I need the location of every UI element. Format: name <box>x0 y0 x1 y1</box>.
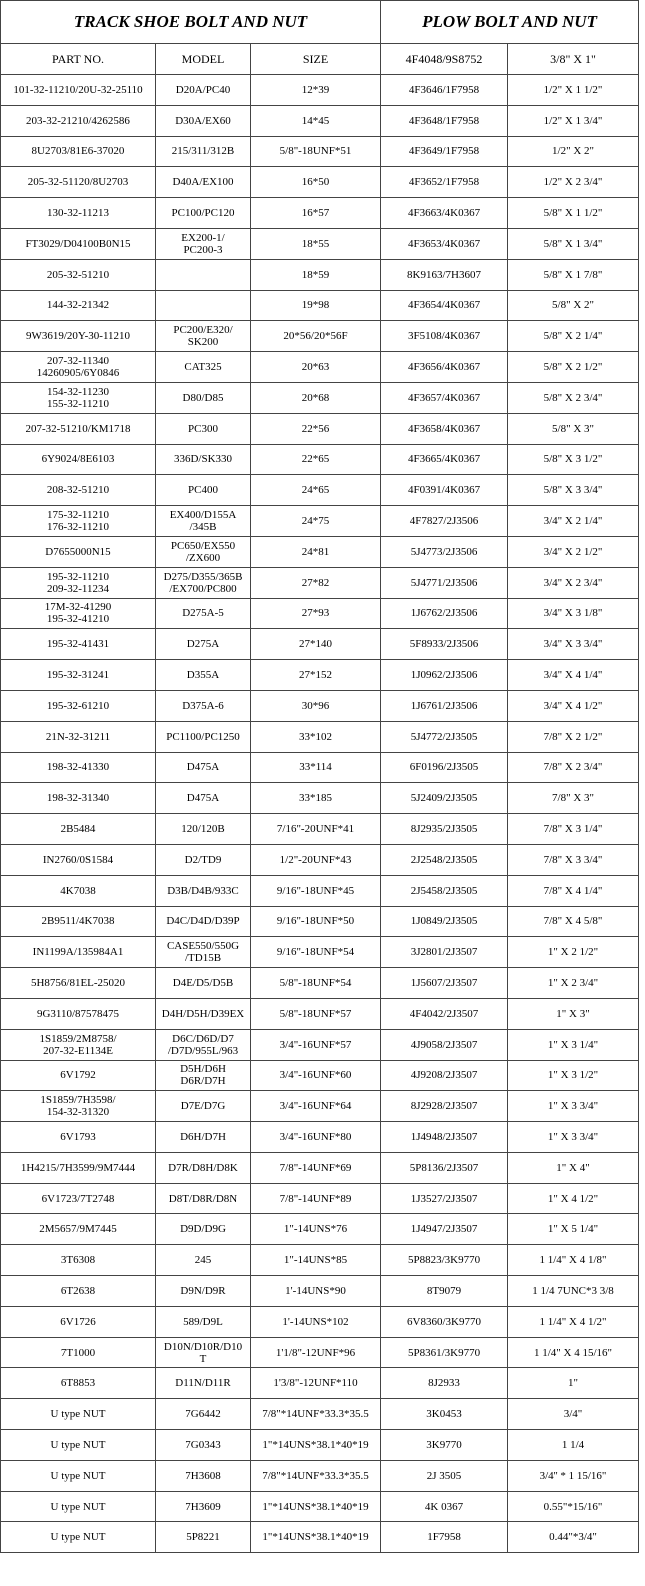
table-row <box>1 167 639 198</box>
model-cell <box>156 290 251 321</box>
plow-size-cell: 1/2" X 1 3/4" <box>508 105 639 136</box>
column-header-row <box>1 44 639 75</box>
plow-part-cell: 3K0453 <box>381 1399 508 1430</box>
plow-part-cell: 8J2935/2J3505 <box>381 814 508 845</box>
plow-part-cell: 4F3649/1F7958 <box>381 136 508 167</box>
model-cell: D11N/D11R <box>156 1368 251 1399</box>
plow-part-cell: 1J4947/2J3507 <box>381 1214 508 1245</box>
plow-part-cell: 4F3665/4K0367 <box>381 444 508 475</box>
size-cell: 5/8"-18UNF*51 <box>251 136 381 167</box>
model-cell: 5P8221 <box>156 1522 251 1553</box>
table-row <box>1 1491 639 1522</box>
table-row <box>1 506 639 537</box>
size-cell: 27*82 <box>251 567 381 598</box>
model-cell <box>156 259 251 290</box>
plow-size-cell: 1 1/4 7UNC*3 3/8 <box>508 1276 639 1307</box>
model-cell: D275/D355/365B /EX700/PC800 <box>156 567 251 598</box>
part-no-cell: 130-32-11213 <box>1 198 156 229</box>
table-row <box>1 629 639 660</box>
plow-part-cell: 5J4771/2J3506 <box>381 567 508 598</box>
size-cell: 7/16"-20UNF*41 <box>251 814 381 845</box>
plow-size-cell: 5/8" X 3 1/2" <box>508 444 639 475</box>
table-row <box>1 75 639 106</box>
model-cell: PC100/PC120 <box>156 198 251 229</box>
model-cell: D6C/D6D/D7 /D7D/955L/963 <box>156 1029 251 1060</box>
plow-size-cell: 3/8" X 1" <box>508 44 639 75</box>
model-cell: D3B/D4B/933C <box>156 875 251 906</box>
size-cell: 27*93 <box>251 598 381 629</box>
plow-part-cell: 4J9208/2J3507 <box>381 1060 508 1091</box>
model-cell: D30A/EX60 <box>156 105 251 136</box>
table-row <box>1 1276 639 1307</box>
plow-size-cell: 0.44"*3/4" <box>508 1522 639 1553</box>
plow-part-cell: 4F3658/4K0367 <box>381 413 508 444</box>
model-cell: CASE550/550G /TD15B <box>156 937 251 968</box>
plow-size-cell: 3/4" X 3 1/8" <box>508 598 639 629</box>
model-cell: D80/D85 <box>156 382 251 413</box>
model-cell: EX200-1/ PC200-3 <box>156 228 251 259</box>
size-cell: 1'3/8"-12UNF*110 <box>251 1368 381 1399</box>
size-cell: 16*50 <box>251 167 381 198</box>
model-cell: D10N/D10R/D10 T <box>156 1337 251 1368</box>
part-no-cell: 6V1792 <box>1 1060 156 1091</box>
plow-part-cell: 4F4042/2J3507 <box>381 998 508 1029</box>
model-cell: EX400/D155A /345B <box>156 506 251 537</box>
part-no-cell: 6T2638 <box>1 1276 156 1307</box>
plow-size-cell: 1 1/4" X 4 15/16" <box>508 1337 639 1368</box>
table-row <box>1 1029 639 1060</box>
model-cell: D275A <box>156 629 251 660</box>
size-cell: 33*114 <box>251 752 381 783</box>
part-no-cell: 195-32-61210 <box>1 690 156 721</box>
size-cell: 1"-14UNS*85 <box>251 1245 381 1276</box>
size-cell: 22*56 <box>251 413 381 444</box>
table-body <box>1 44 639 1553</box>
table-row <box>1 844 639 875</box>
size-cell: 1"*14UNS*38.1*40*19 <box>251 1430 381 1461</box>
plow-size-cell: 3/4" X 2 1/2" <box>508 536 639 567</box>
plow-part-cell: 4F3656/4K0367 <box>381 352 508 383</box>
table-row <box>1 1122 639 1153</box>
model-cell: D475A <box>156 783 251 814</box>
plow-part-cell: 1J6762/2J3506 <box>381 598 508 629</box>
size-cell: 16*57 <box>251 198 381 229</box>
part-no-cell: 101-32-11210/20U-32-25110 <box>1 75 156 106</box>
plow-part-cell: 8J2933 <box>381 1368 508 1399</box>
part-no-cell: 6V1723/7T2748 <box>1 1183 156 1214</box>
plow-size-cell: 1" X 4" <box>508 1152 639 1183</box>
plow-size-cell: 5/8" X 1 1/2" <box>508 198 639 229</box>
size-cell: 12*39 <box>251 75 381 106</box>
model-cell: PC1100/PC1250 <box>156 721 251 752</box>
part-no-cell: U type NUT <box>1 1460 156 1491</box>
table-row <box>1 906 639 937</box>
plow-size-cell: 1" X 3 1/4" <box>508 1029 639 1060</box>
part-no-cell: 3T6308 <box>1 1245 156 1276</box>
model-cell: 7H3608 <box>156 1460 251 1491</box>
plow-part-cell: 8T9079 <box>381 1276 508 1307</box>
plow-size-cell: 3/4'' * 1 15/16" <box>508 1460 639 1491</box>
size-cell: 5/8"-18UNF*57 <box>251 998 381 1029</box>
plow-size-cell: 5/8" X 3" <box>508 413 639 444</box>
table-row <box>1 1368 639 1399</box>
table-row <box>1 228 639 259</box>
part-no-cell: 1S1859/2M8758/ 207-32-E1134E <box>1 1029 156 1060</box>
part-no-cell: 207-32-11340 14260905/6Y0846 <box>1 352 156 383</box>
model-cell: D275A-5 <box>156 598 251 629</box>
part-no-cell: D7655000N15 <box>1 536 156 567</box>
part-no-cell: 1H4215/7H3599/9M7444 <box>1 1152 156 1183</box>
table-row <box>1 136 639 167</box>
size-cell: 20*68 <box>251 382 381 413</box>
model-cell: 7G6442 <box>156 1399 251 1430</box>
part-no-cell: 2M5657/9M7445 <box>1 1214 156 1245</box>
size-cell: 7/8"*14UNF*33.3*35.5 <box>251 1399 381 1430</box>
part-no-cell: 198-32-31340 <box>1 783 156 814</box>
plow-size-cell: 0.55"*15/16" <box>508 1491 639 1522</box>
part-no-cell: 1S1859/7H3598/ 154-32-31320 <box>1 1091 156 1122</box>
plow-size-cell: 1" X 2 3/4" <box>508 968 639 999</box>
part-no-cell: 195-32-41431 <box>1 629 156 660</box>
model-cell: 336D/SK330 <box>156 444 251 475</box>
plow-part-cell: 4F3652/1F7958 <box>381 167 508 198</box>
plow-part-cell: 4J9058/2J3507 <box>381 1029 508 1060</box>
size-cell: 1"*14UNS*38.1*40*19 <box>251 1491 381 1522</box>
plow-part-cell: 8K9163/7H3607 <box>381 259 508 290</box>
part-no-cell: 205-32-51210 <box>1 259 156 290</box>
model-cell: D4H/D5H/D39EX <box>156 998 251 1029</box>
size-cell: 3/4"-16UNF*60 <box>251 1060 381 1091</box>
plow-size-cell: 5/8" X 1 7/8" <box>508 259 639 290</box>
plow-size-cell: 1" X 3 3/4" <box>508 1122 639 1153</box>
plow-bolt-section-title: PLOW BOLT AND NUT <box>381 1 639 44</box>
table-row <box>1 567 639 598</box>
table-row <box>1 259 639 290</box>
plow-size-cell: 7/8" X 3 3/4" <box>508 844 639 875</box>
table-row <box>1 1183 639 1214</box>
plow-part-cell: 5J4773/2J3506 <box>381 536 508 567</box>
plow-part-cell: 1J5607/2J3507 <box>381 968 508 999</box>
table-row <box>1 752 639 783</box>
table-row <box>1 1214 639 1245</box>
size-cell: 9/16"-18UNF*50 <box>251 906 381 937</box>
plow-size-cell: 1/2" X 1 1/2" <box>508 75 639 106</box>
part-no-cell: U type NUT <box>1 1399 156 1430</box>
part-no-cell: IN1199A/135984A1 <box>1 937 156 968</box>
table-row <box>1 198 639 229</box>
table-row <box>1 690 639 721</box>
part-no-cell: 2B9511/4K7038 <box>1 906 156 937</box>
part-no-cell: 203-32-21210/4262586 <box>1 105 156 136</box>
table-row <box>1 1430 639 1461</box>
plow-part-cell: 1J0849/2J3505 <box>381 906 508 937</box>
part-no-cell: U type NUT <box>1 1522 156 1553</box>
plow-size-cell: 5/8" X 1 3/4" <box>508 228 639 259</box>
part-no-cell: 198-32-41330 <box>1 752 156 783</box>
size-cell: 33*102 <box>251 721 381 752</box>
plow-size-cell: 7/8" X 2 1/2" <box>508 721 639 752</box>
size-cell: 9/16"-18UNF*54 <box>251 937 381 968</box>
part-no-cell: 17M-32-41290 195-32-41210 <box>1 598 156 629</box>
size-cell: 1'-14UNS*90 <box>251 1276 381 1307</box>
table-row <box>1 1060 639 1091</box>
plow-part-cell: 3J2801/2J3507 <box>381 937 508 968</box>
model-cell: 120/120B <box>156 814 251 845</box>
size-cell: 18*59 <box>251 259 381 290</box>
model-cell: D4E/D5/D5B <box>156 968 251 999</box>
model-cell: D475A <box>156 752 251 783</box>
table-row <box>1 721 639 752</box>
plow-part-cell: 5F8933/2J3506 <box>381 629 508 660</box>
size-cell: 20*56/20*56F <box>251 321 381 352</box>
plow-part-cell: 5P8361/3K9770 <box>381 1337 508 1368</box>
table-row <box>1 321 639 352</box>
size-cell: 3/4"-16UNF*80 <box>251 1122 381 1153</box>
plow-part-cell: 5J4772/2J3505 <box>381 721 508 752</box>
size-cell: 24*75 <box>251 506 381 537</box>
size-cell: 7/8"-14UNF*69 <box>251 1152 381 1183</box>
model-cell: D2/TD9 <box>156 844 251 875</box>
part-no-cell: 6V1726 <box>1 1306 156 1337</box>
plow-size-cell: 1 1/4" X 4 1/8" <box>508 1245 639 1276</box>
part-no-cell: 8U2703/81E6-37020 <box>1 136 156 167</box>
table-row <box>1 660 639 691</box>
size-cell: 1'-14UNS*102 <box>251 1306 381 1337</box>
size-cell: 1"-14UNS*76 <box>251 1214 381 1245</box>
plow-size-cell: 1" X 2 1/2" <box>508 937 639 968</box>
part-no-cell: 205-32-51120/8U2703 <box>1 167 156 198</box>
plow-size-cell: 7/8" X 4 5/8" <box>508 906 639 937</box>
part-no-cell: 175-32-11210 176-32-11210 <box>1 506 156 537</box>
part-no-cell: 21N-32-31211 <box>1 721 156 752</box>
part-no-cell: IN2760/0S1584 <box>1 844 156 875</box>
table-row <box>1 937 639 968</box>
plow-size-cell: 7/8" X 3" <box>508 783 639 814</box>
plow-size-cell: 7/8" X 2 3/4" <box>508 752 639 783</box>
plow-size-cell: 7/8" X 4 1/4" <box>508 875 639 906</box>
plow-size-cell: 1/2" X 2" <box>508 136 639 167</box>
model-cell: PC400 <box>156 475 251 506</box>
plow-size-cell: 1 1/4" X 4 1/2" <box>508 1306 639 1337</box>
plow-size-cell: 5/8" X 2 1/4" <box>508 321 639 352</box>
part-no-cell: 6V1793 <box>1 1122 156 1153</box>
table-row <box>1 1522 639 1553</box>
plow-part-cell: 1J4948/2J3507 <box>381 1122 508 1153</box>
table-row <box>1 1306 639 1337</box>
table-row <box>1 382 639 413</box>
plow-part-cell: 4F3654/4K0367 <box>381 290 508 321</box>
part-no-cell: 2B5484 <box>1 814 156 845</box>
model-header: MODEL <box>156 44 251 75</box>
size-cell: 24*65 <box>251 475 381 506</box>
part-no-cell: 208-32-51210 <box>1 475 156 506</box>
part-no-cell: 7T1000 <box>1 1337 156 1368</box>
plow-part-cell: 2J2548/2J3505 <box>381 844 508 875</box>
size-cell: 14*45 <box>251 105 381 136</box>
size-cell: 27*140 <box>251 629 381 660</box>
model-cell: 245 <box>156 1245 251 1276</box>
table-row <box>1 598 639 629</box>
table-row <box>1 475 639 506</box>
table-row <box>1 1337 639 1368</box>
plow-part-cell: 6F0196/2J3505 <box>381 752 508 783</box>
size-cell: 19*98 <box>251 290 381 321</box>
plow-part-cell: 1F7958 <box>381 1522 508 1553</box>
size-cell: 3/4"-16UNF*64 <box>251 1091 381 1122</box>
model-cell: CAT325 <box>156 352 251 383</box>
plow-part-cell: 4F3653/4K0367 <box>381 228 508 259</box>
model-cell: PC300 <box>156 413 251 444</box>
size-cell: 33*185 <box>251 783 381 814</box>
plow-size-cell: 3/4" X 2 3/4" <box>508 567 639 598</box>
table-row <box>1 1460 639 1491</box>
table-row <box>1 1245 639 1276</box>
table-row <box>1 783 639 814</box>
plow-size-cell: 3/4" X 3 3/4" <box>508 629 639 660</box>
table-row <box>1 1399 639 1430</box>
model-cell: 7G0343 <box>156 1430 251 1461</box>
model-cell: D8T/D8R/D8N <box>156 1183 251 1214</box>
model-cell: D375A-6 <box>156 690 251 721</box>
plow-size-cell: 1 1/4 <box>508 1430 639 1461</box>
model-cell: 215/311/312B <box>156 136 251 167</box>
part-no-cell: FT3029/D04100B0N15 <box>1 228 156 259</box>
table-row <box>1 1152 639 1183</box>
model-cell: 589/D9L <box>156 1306 251 1337</box>
part-no-cell: 154-32-11230 155-32-11210 <box>1 382 156 413</box>
part-no-cell: 6Y9024/8E6103 <box>1 444 156 475</box>
plow-part-cell: 3F5108/4K0367 <box>381 321 508 352</box>
plow-size-cell: 1" <box>508 1368 639 1399</box>
plow-size-cell: 1" X 3" <box>508 998 639 1029</box>
plow-part-cell: 4F3663/4K0367 <box>381 198 508 229</box>
model-cell: PC200/E320/ SK200 <box>156 321 251 352</box>
plow-size-cell: 1" X 5 1/4" <box>508 1214 639 1245</box>
plow-part-cell: 4K 0367 <box>381 1491 508 1522</box>
size-cell: 9/16"-18UNF*45 <box>251 875 381 906</box>
part-no-cell: 144-32-21342 <box>1 290 156 321</box>
plow-size-cell: 3/4" X 4 1/2" <box>508 690 639 721</box>
plow-part-cell: 4F0391/4K0367 <box>381 475 508 506</box>
size-cell: 5/8"-18UNF*54 <box>251 968 381 999</box>
model-cell: D7E/D7G <box>156 1091 251 1122</box>
table-row <box>1 444 639 475</box>
size-cell: 3/4"-16UNF*57 <box>251 1029 381 1060</box>
size-cell: 7/8"-14UNF*89 <box>251 1183 381 1214</box>
plow-part-cell: 2J5458/2J3505 <box>381 875 508 906</box>
table-row <box>1 413 639 444</box>
plow-part-cell: 8J2928/2J3507 <box>381 1091 508 1122</box>
part-no-cell: 9W3619/20Y-30-11210 <box>1 321 156 352</box>
plow-part-cell: 4F3648/1F7958 <box>381 105 508 136</box>
part-no-cell: 6T8853 <box>1 1368 156 1399</box>
size-cell: 27*152 <box>251 660 381 691</box>
size-cell: 18*55 <box>251 228 381 259</box>
table-row <box>1 814 639 845</box>
model-cell: D9D/D9G <box>156 1214 251 1245</box>
size-cell: 1'1/8"-12UNF*96 <box>251 1337 381 1368</box>
model-cell: D6H/D7H <box>156 1122 251 1153</box>
part-no-cell: 195-32-11210 209-32-11234 <box>1 567 156 598</box>
part-no-cell: U type NUT <box>1 1430 156 1461</box>
size-cell: 22*65 <box>251 444 381 475</box>
part-no-cell: 4K7038 <box>1 875 156 906</box>
plow-part-cell: 5P8136/2J3507 <box>381 1152 508 1183</box>
model-cell: D20A/PC40 <box>156 75 251 106</box>
part-no-cell: 195-32-31241 <box>1 660 156 691</box>
plow-part-cell: 2J 3505 <box>381 1460 508 1491</box>
plow-part-cell: 4F3646/1F7958 <box>381 75 508 106</box>
model-cell: PC650/EX550 /ZX600 <box>156 536 251 567</box>
plow-part-cell: 5J2409/2J3505 <box>381 783 508 814</box>
model-cell: D40A/EX100 <box>156 167 251 198</box>
plow-size-cell: 3/4" X 2 1/4" <box>508 506 639 537</box>
size-cell: 1"*14UNS*38.1*40*19 <box>251 1522 381 1553</box>
plow-size-cell: 1" X 4 1/2" <box>508 1183 639 1214</box>
plow-size-cell: 1" X 3 3/4" <box>508 1091 639 1122</box>
plow-size-cell: 3/4" X 4 1/4" <box>508 660 639 691</box>
model-cell: D355A <box>156 660 251 691</box>
plow-part-cell: 1J3527/2J3507 <box>381 1183 508 1214</box>
plow-part-cell: 4F3657/4K0367 <box>381 382 508 413</box>
plow-part-cell: 1J0962/2J3506 <box>381 660 508 691</box>
model-cell: D7R/D8H/D8K <box>156 1152 251 1183</box>
table-row <box>1 352 639 383</box>
table-row <box>1 968 639 999</box>
plow-size-cell: 5/8" X 2 1/2" <box>508 352 639 383</box>
plow-part-cell: 4F7827/2J3506 <box>381 506 508 537</box>
plow-size-cell: 5/8" X 2 3/4" <box>508 382 639 413</box>
size-cell: 30*96 <box>251 690 381 721</box>
plow-part-cell: 1J6761/2J3506 <box>381 690 508 721</box>
part-no-cell: 5H8756/81EL-25020 <box>1 968 156 999</box>
size-cell: 24*81 <box>251 536 381 567</box>
plow-size-cell: 5/8" X 2" <box>508 290 639 321</box>
model-cell: D4C/D4D/D39P <box>156 906 251 937</box>
size-cell: 7/8"*14UNF*33.3*35.5 <box>251 1460 381 1491</box>
plow-size-cell: 1" X 3 1/2" <box>508 1060 639 1091</box>
plow-part-cell: 5P8823/3K9770 <box>381 1245 508 1276</box>
table-row <box>1 290 639 321</box>
size-cell: 1/2"-20UNF*43 <box>251 844 381 875</box>
table-row <box>1 1091 639 1122</box>
part-no-cell: U type NUT <box>1 1491 156 1522</box>
table-row <box>1 998 639 1029</box>
track-shoe-section-title: TRACK SHOE BOLT AND NUT <box>1 1 381 44</box>
model-cell: 7H3609 <box>156 1491 251 1522</box>
plow-part-cell: 6V8360/3K9770 <box>381 1306 508 1337</box>
plow-size-cell: 5/8" X 3 3/4" <box>508 475 639 506</box>
table-row <box>1 875 639 906</box>
plow-size-cell: 3/4" <box>508 1399 639 1430</box>
plow-size-cell: 1/2" X 2 3/4" <box>508 167 639 198</box>
table-row <box>1 536 639 567</box>
model-cell: D9N/D9R <box>156 1276 251 1307</box>
table-row <box>1 105 639 136</box>
size-cell: 20*63 <box>251 352 381 383</box>
model-cell: D5H/D6H D6R/D7H <box>156 1060 251 1091</box>
size-header: SIZE <box>251 44 381 75</box>
part-no-header: PART NO. <box>1 44 156 75</box>
plow-size-cell: 7/8" X 3 1/4" <box>508 814 639 845</box>
plow-part-cell: 3K9770 <box>381 1430 508 1461</box>
part-no-cell: 207-32-51210/KM1718 <box>1 413 156 444</box>
plow-part-cell: 4F4048/9S8752 <box>381 44 508 75</box>
part-no-cell: 9G3110/87578475 <box>1 998 156 1029</box>
